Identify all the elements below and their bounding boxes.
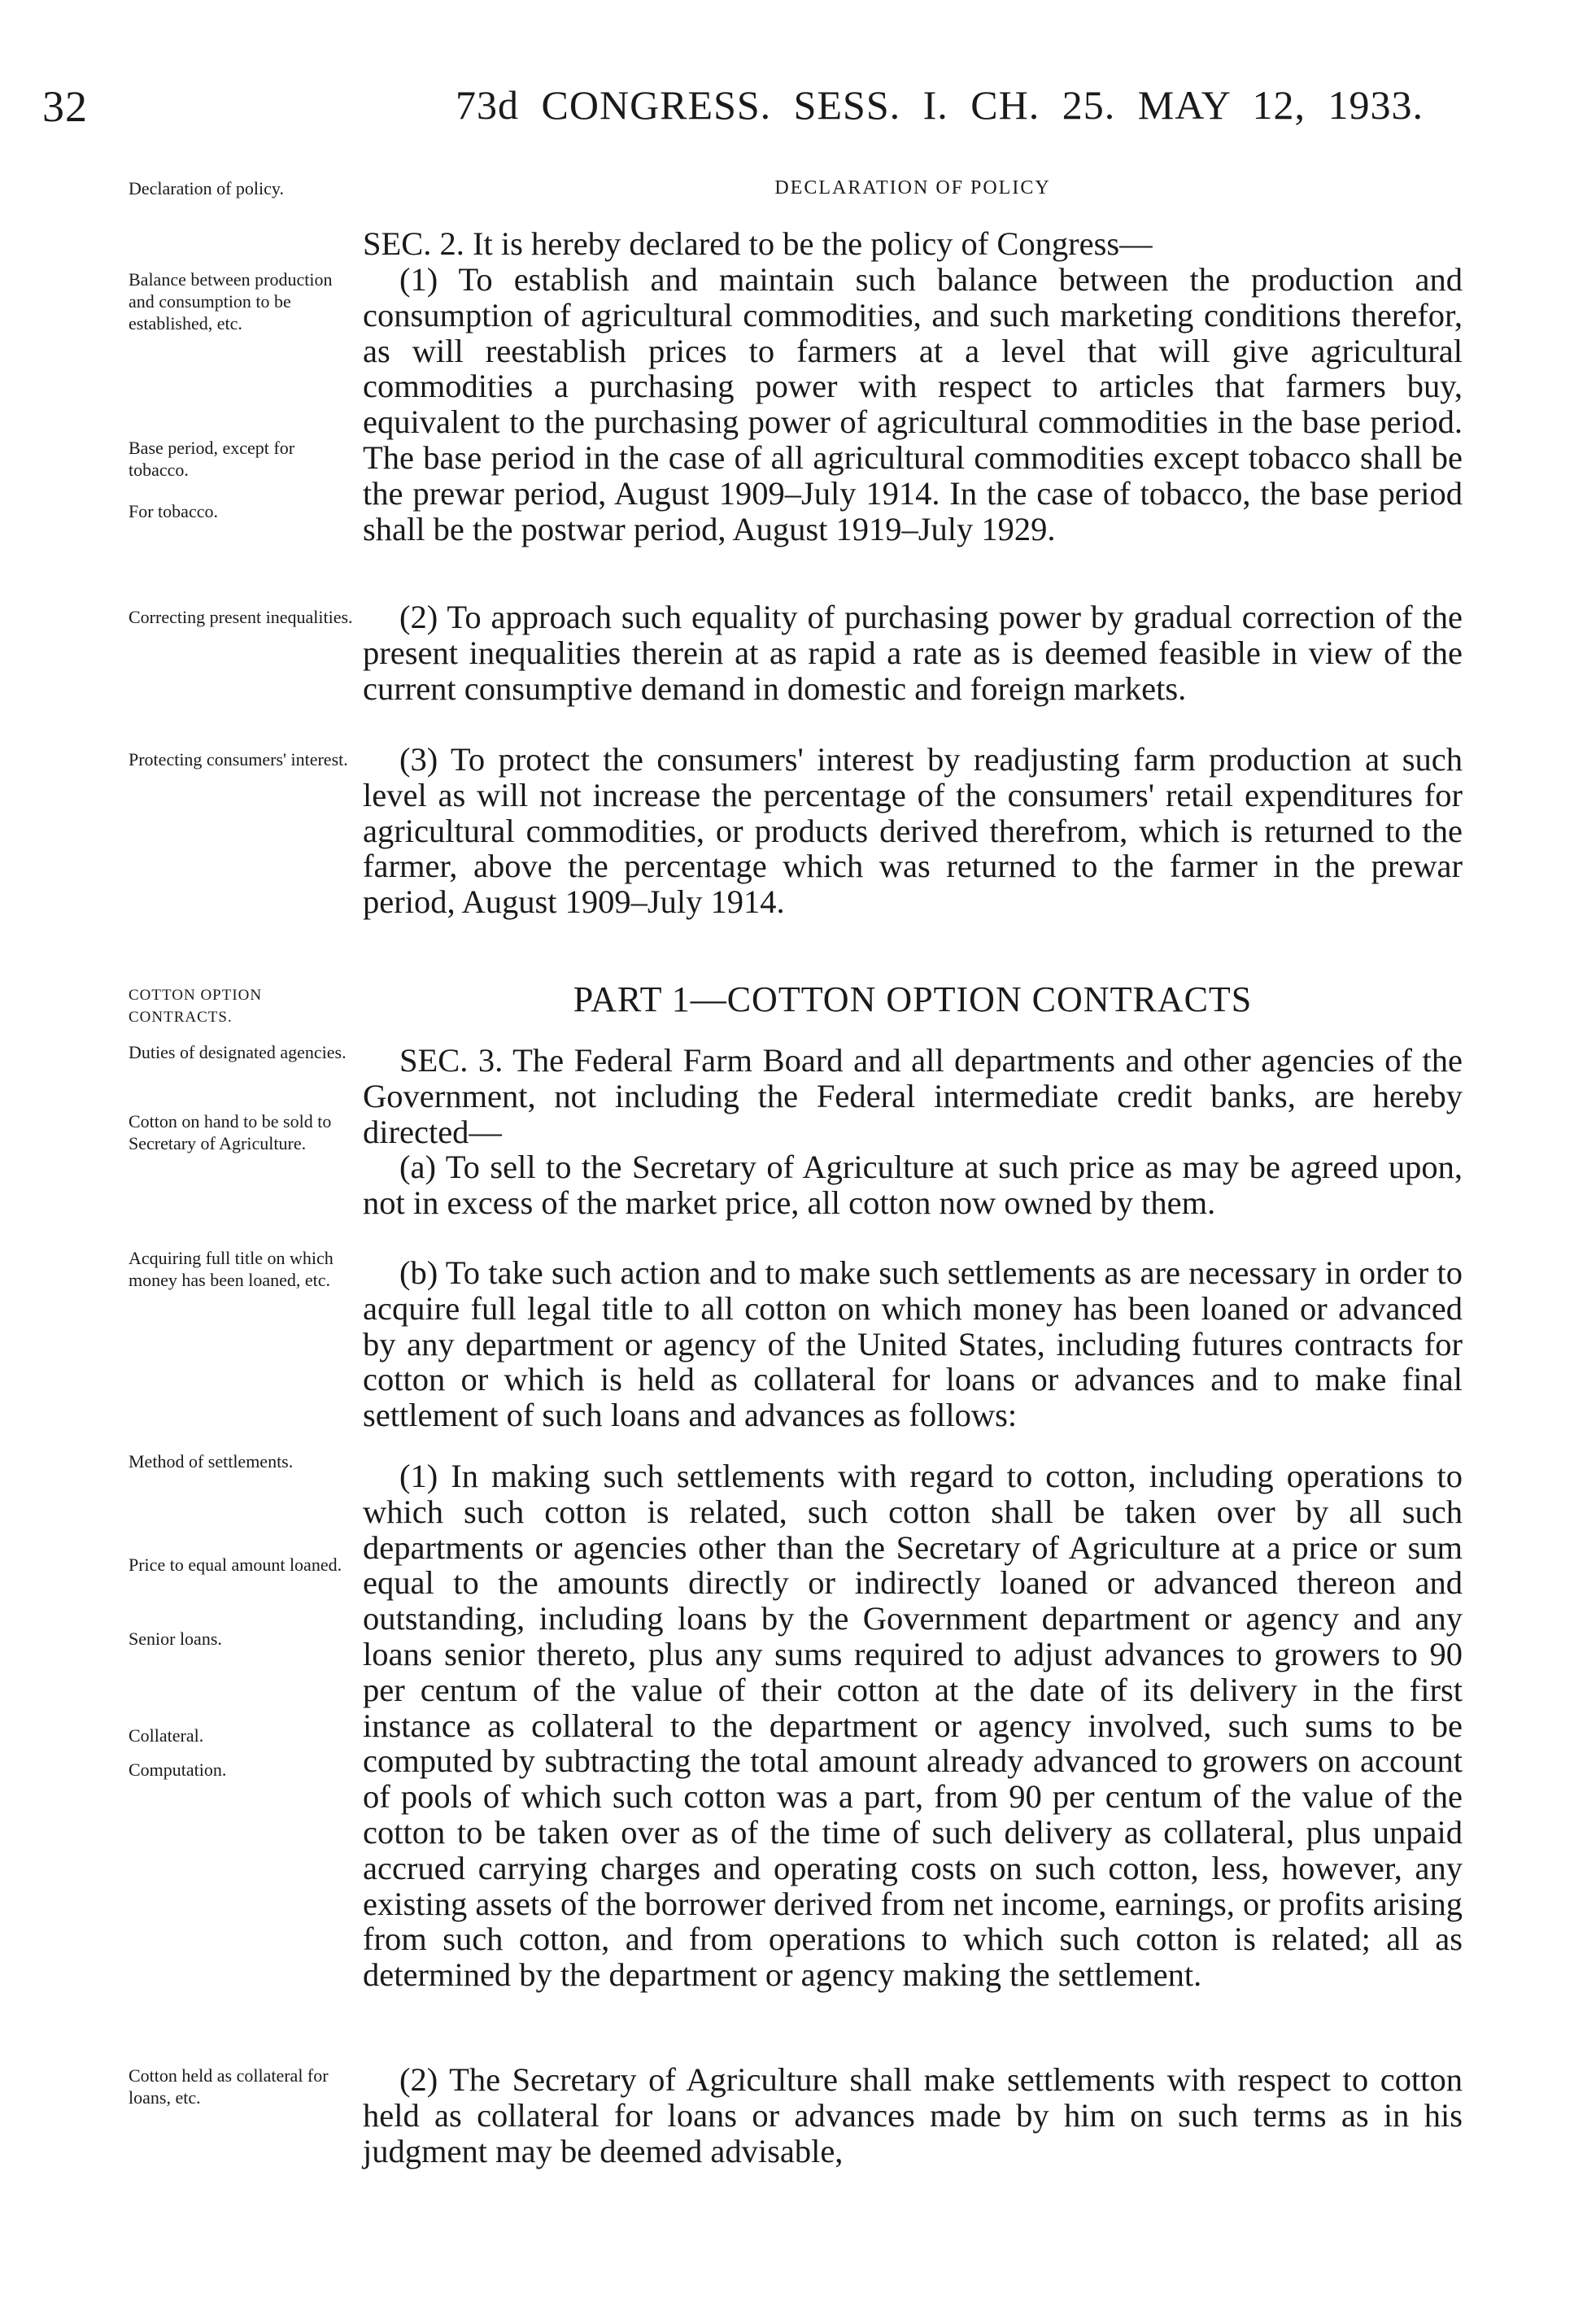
policy-paragraph-2: (2) To approach such equality of purchasing power by gradual correction of the present inequalities therein at as rapid a rate as is deemed feasible in view of the current consumptive demand in domestic and foreign markets. xyxy=(363,599,1463,707)
margin-note: Declaration of policy. xyxy=(129,178,284,198)
part-heading: PART 1—COTTON OPTION CONTRACTS xyxy=(573,979,1253,1019)
section-3-a: (a) To sell to the Secretary of Agriculture at such price as may be agreed upon, not in excess of the market price, all cotton now owned by them. xyxy=(363,1149,1463,1221)
margin-note: For tobacco. xyxy=(129,501,218,521)
margin-note: Collateral. xyxy=(129,1725,204,1746)
margin-note: Method of settlements. xyxy=(129,1451,294,1472)
margin-note: COTTON OPTION CONTRACTS. xyxy=(129,987,263,1026)
margin-note: Price to equal amount loaned. xyxy=(129,1554,342,1575)
policy-paragraph-1: (1) To establish and maintain such balance between the production and consumption of agricultural commodities, and such marketing conditions therefor, as will reestablish prices to farmers at a level that will give agricultural commodities a purchasing power with respect to articles that farmers buy, equivalent to the purchasing power of agricultural commodities in the base period. The base period in the case of all agricultural commodities except tobacco shall be the prewar period, August 1909–July 1914. In the case of tobacco, the base period shall be the postwar period, August 1919–July 1929. xyxy=(363,261,1463,547)
section-heading: DECLARATION OF POLICY xyxy=(774,177,1051,198)
policy-paragraph-3: (3) To protect the consumers' interest by readjusting farm production at such level as will not increase the percentage of the consumers' retail expenditures for agricultural commodities, or products derived therefrom, which is returned to the farmer, above the percentage which was returned to the farmer in the prewar period, August 1909–July 1914. xyxy=(363,741,1463,921)
margin-note: Protecting consumers' interest. xyxy=(129,749,348,770)
margin-note: Acquiring full title on which money has been loaned, etc. xyxy=(129,1248,334,1290)
section-3-b-2: (2) The Secretary of Agriculture shall make settlements with respect to cotton held as collateral for loans or advances made by him on such terms as in his judgment may be deemed advisable, xyxy=(363,2061,1463,2169)
page-number: 32 xyxy=(42,82,88,131)
running-title: 73d CONGRESS. SESS. I. CH. 25. MAY 12, 1933. xyxy=(456,82,1424,128)
margin-note: Cotton held as collateral for loans, etc. xyxy=(129,2065,329,2108)
margin-note: Correcting present inequalities. xyxy=(129,607,353,627)
margin-note: Base period, except for tobacco. xyxy=(129,438,295,480)
margin-note: Balance between production and consumption to be established, etc. xyxy=(129,269,333,334)
margin-note: Senior loans. xyxy=(129,1629,222,1649)
margin-note: Cotton on hand to be sold to Secretary of Agriculture. xyxy=(129,1111,332,1153)
section-3-intro: SEC. 3. The Federal Farm Board and all departments and other agencies of the Government, not including the Federal intermediate credit banks, are hereby directed— xyxy=(363,1042,1463,1150)
section-3-b-1: (1) In making such settlements with regard to cotton, including operations to which such cotton is related, such cotton shall be taken over by all such departments or agencies other than the Secretary of Agriculture at a price or sum equal to the amounts directly or indirectly loaned or advanced thereon and outstanding, including loans by the Government department or agency and any loans senior thereto, plus any sums required to adjust advances to growers to 90 per centum of the value of their cotton at the date of its delivery in the first instance as collateral to the department or agency involved, such sums to be computed by subtracting the total amount already advanced to growers on account of pools of which such cotton was a part, from 90 per centum of the value of the cotton to be taken over as of the time of such delivery as collateral, plus unpaid accrued carrying charges and operating costs on such cotton, less, however, any existing assets of the borrower derived from net income, earnings, or profits arising from such cotton, and from operations to which such cotton is related; all as determined by the department or agency making the settlement. xyxy=(363,1458,1463,1994)
margin-note: Computation. xyxy=(129,1759,227,1780)
margin-note: Duties of designated agencies. xyxy=(129,1042,347,1062)
section-3-b: (b) To take such action and to make such settlements as are necessary in order to acquire full legal title to all cotton on which money has been loaned or advanced by any department or agency of the United States, including futures contracts for cotton or which is held as collateral for loans or advances and to make final settlement of such loans and advances as follows: xyxy=(363,1254,1463,1434)
section-2-intro: SEC. 2. It is hereby declared to be the policy of Congress— xyxy=(363,225,1153,262)
